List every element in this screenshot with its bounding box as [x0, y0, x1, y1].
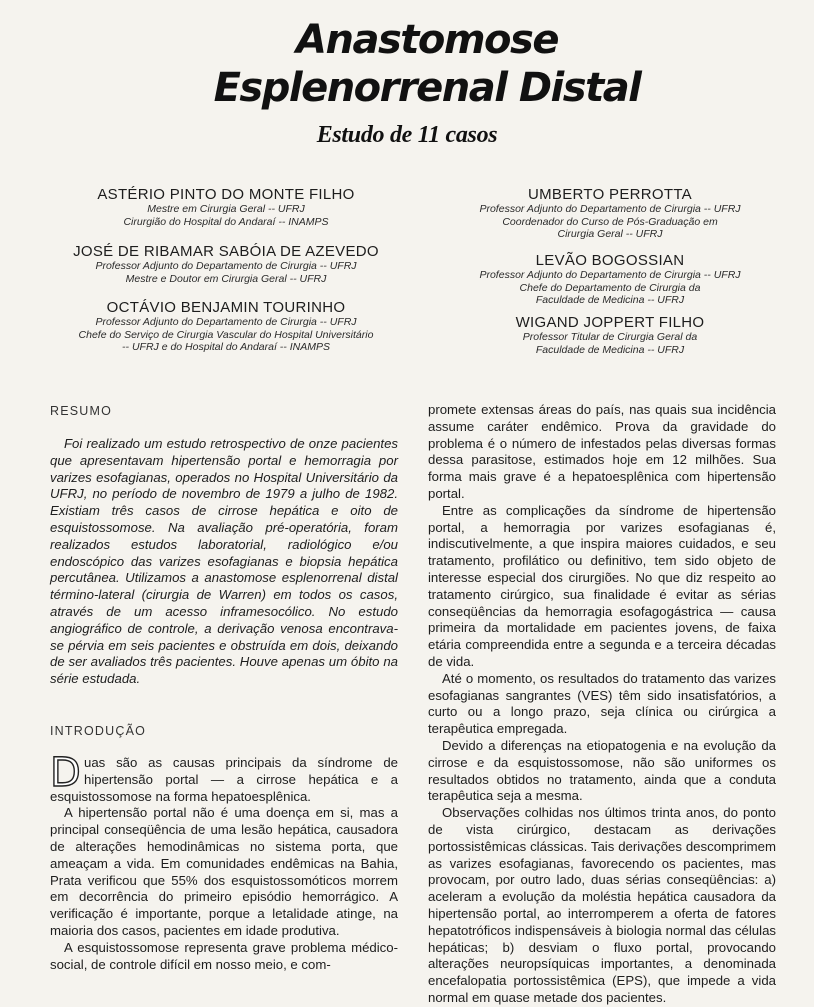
right-column-text — [428, 402, 776, 1007]
article-subtitle: Estudo de 11 casos — [316, 122, 498, 148]
author-name: WIGAND JOPPERT FILHO — [515, 314, 705, 331]
continuation-paragraph: promete extensas áreas do país, nas quais sua incidência assume caráter endêmico. Prova da gravidade do problema é o número de infestados pelas diversas formas dessa parasitose, estimados hoje em 12 milhões. Sua forma mais grave é a hepatoesplênica com hipertensão portal. — [428, 402, 776, 501]
author-affiliation: Faculdade de Medicina -- UFRJ — [535, 294, 685, 306]
author-name: LEVÃO BOGOSSIAN — [535, 252, 685, 269]
body-paragraph: Até o momento, os resultados do tratamento das varizes esofagianas sangrantes (VES) têm sido insatisfatórios, a curto ou a longo prazo, seja clínica ou cirúrgica a terapêutica empregada. — [428, 670, 776, 737]
resumo-text — [50, 436, 398, 688]
author-affiliation: Chefe do Departamento de Cirurgia da — [519, 281, 701, 294]
dropcap-letter: D — [50, 750, 81, 796]
resumo-heading: RESUMO — [50, 404, 113, 418]
body-paragraph: Entre as complicações da síndrome de hipertensão portal, a hemorragia por varizes esofagianas é, indiscutivelmente, a que inspira maiores cuidados, e seu tratamento, profilático ou definitivo, tem sido objeto de interesse especial dos cirurgiões. No que diz respeito ao tratamento cirúrgico, sua finalidade é evitar as sérias conseqüências da hemorragia esofagogástrica — causa primeira da mortalidade em pacientes jovens, de faixa etária compreendida entre a segunda e a terceira décadas de vida. — [428, 502, 776, 669]
author-block-6 — [430, 314, 790, 356]
author-name: UMBERTO PERROTTA — [528, 186, 692, 203]
intro-first-paragraph-text: uas são as causas principais da síndrome de hipertensão portal — a cirrose hepática e a esquistossomose na forma hepatoesplênica. — [50, 755, 398, 804]
author-affiliation: Coordenador do Curso de Pós-Graduação em — [502, 215, 718, 228]
author-affiliation: Professor Adjunto do Departamento de Cirurgia -- UFRJ — [95, 316, 357, 328]
body-paragraph: Devido a diferenças na etiopatogenia e na evolução da cirrose e da esquistossomose, não são uniformes os resultados obtidos no tratamento, ainda que a conduta terapêutica seja a mesma. — [428, 737, 776, 804]
author-block-1 — [36, 186, 416, 228]
author-affiliation: Professor Adjunto do Departamento de Cirurgia -- UFRJ — [479, 269, 741, 281]
author-affiliation: Mestre e Doutor em Cirurgia Geral -- UFRJ — [125, 272, 327, 285]
author-name: JOSÉ DE RIBAMAR SABÓIA DE AZEVEDO — [73, 243, 379, 260]
body-paragraph: A hipertensão portal não é uma doença em si, mas a principal conseqüência de uma lesão hepática, causadora de alterações hemodinâmicas no sistema porta, que ameaçam a vida. Em comunidades endêmicas na Bahia, Prata verificou que 55% dos esquistossomóticos morrem em decorrência do primeiro episódio hemorrágico. A verificação é importante, porque a letalidade atinge, na maioria dos casos, pacientes em idade produtiva. — [50, 805, 398, 938]
author-block-5 — [430, 252, 790, 307]
author-block-4 — [430, 186, 790, 241]
body-paragraph: A esquistossomose representa grave problema médico-social, de controle difícil em nosso meio, e com- — [50, 939, 398, 972]
author-affiliation: Professor Adjunto do Departamento de Cirurgia -- UFRJ — [95, 260, 357, 272]
abstract-paragraph: Foi realizado um estudo retrospectivo de onze pacientes que apresentavam hipertensão portal e hemorragia por varizes esofagianas, operados no Hospital Universitário da UFRJ, no período de novembro de 1979 a julho de 1982. Existiam três casos de cirrose hepática e oito de esquistossomose. Na avaliação pré-operatória, foram realizados estudos laboratorial, radiológico e/ou endoscópico das varizes esofagianas e biopsia hepática percutânea. Utilizamos a anastomose esplenorrenal distal término-lateral (cirurgia de Warren) em todos os casos, através de um acesso inframesocólico. No estudo angiográfico de controle, a derivação venosa encontrava-se pérvia em seis pacientes e obstruída em dois, deixando de ser avaliados três pacientes. Houve apenas um óbito na série estudada. — [50, 436, 398, 687]
author-affiliation: Chefe do Serviço de Cirurgia Vascular do Hospital Universitário — [78, 328, 374, 341]
author-affiliation: -- UFRJ e do Hospital do Andaraí -- INAMPS — [122, 341, 330, 353]
author-block-3 — [36, 299, 416, 354]
author-name: OCTÁVIO BENJAMIN TOURINHO — [106, 299, 346, 316]
author-affiliation: Mestre em Cirurgia Geral -- UFRJ — [147, 203, 305, 215]
author-affiliation: Professor Titular de Cirurgia Geral da — [522, 331, 698, 343]
introducao-text — [50, 750, 398, 973]
article-title-line-1: Anastomose — [296, 17, 558, 63]
body-paragraph: Observações colhidas nos últimos trinta anos, do ponto de vista cirúrgico, destacam as derivações portossistêmicas clássicas. Tais derivações descomprimem as varizes esofagianas, favorecendo os pacientes, mas provocam, por outro lado, duas sérias conseqüências: a) aceleram a evolução da moléstia hepática causadora da hipertensão portal, ao interromperem a oferta de fatores hepatotróficos indispensáveis à biologia normal das células hepáticas; b) desviam o fluxo portal, provocando alterações neuropsíquicas importantes, a denominada encefalopatia portossistêmica (EPS), que impede a vida normal em quase metade dos pacientes. — [428, 805, 776, 1005]
author-affiliation: Cirurgia Geral -- UFRJ — [557, 228, 663, 240]
author-affiliation: Professor Adjunto do Departamento de Cirurgia -- UFRJ — [479, 203, 741, 215]
author-block-2 — [36, 243, 416, 285]
author-name: ASTÉRIO PINTO DO MONTE FILHO — [97, 186, 355, 203]
introducao-heading: INTRODUÇÃO — [50, 724, 147, 738]
intro-first-paragraph — [50, 750, 398, 805]
author-affiliation: Faculdade de Medicina -- UFRJ — [535, 343, 685, 356]
article-title-line-2: Esplenorrenal Distal — [213, 65, 641, 111]
author-affiliation: Cirurgião do Hospital do Andaraí -- INAMPS — [123, 215, 329, 228]
